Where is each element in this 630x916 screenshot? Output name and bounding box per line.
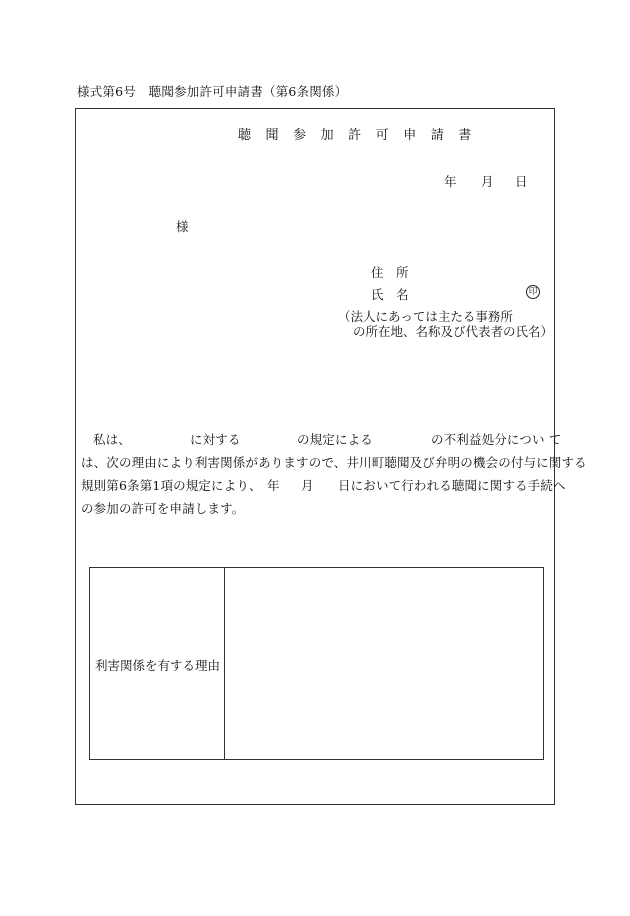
form-title: 聴 聞 参 加 許 可 申 請 書 [238, 128, 477, 143]
reason-table [89, 567, 544, 760]
body-line3-a: 規則第6条第1項の規定により、 [81, 478, 262, 493]
seal-mark: 印 [526, 285, 540, 299]
reason-table-divider [224, 568, 225, 759]
body-line1-b: に対する [190, 432, 241, 447]
name-label: 氏 名 [371, 287, 409, 302]
address-label: 住 所 [371, 265, 409, 280]
body-line3-c: 月 [301, 478, 314, 493]
reason-field[interactable] [228, 574, 537, 753]
date-day-label: 日 [515, 174, 528, 189]
date-year-label: 年 [444, 174, 457, 189]
body-line4: の参加の許可を申請します。 [81, 501, 245, 516]
body-line1-c: の規定による [297, 432, 373, 447]
body-line3-b: 年 [267, 478, 280, 493]
reason-label: 利害関係を有する理由 [95, 658, 221, 673]
applicant-note-line2: の所在地、名称及び代表者の氏名） [353, 324, 554, 339]
body-line3-d: 日において行われる聴聞に関する手続へ [338, 478, 566, 493]
body-line1-a: 私は、 [93, 432, 131, 447]
date-month-label: 月 [481, 174, 494, 189]
body-line2: は、次の理由により利害関係がありますので、井川町聴聞及び弁明の機会の付与に関する [81, 455, 587, 470]
applicant-note-line1: （法人にあっては主たる事務所 [338, 309, 513, 324]
form-header: 様式第6号 聴聞参加許可申請書（第6条関係） [77, 84, 348, 99]
addressee-honorific: 様 [176, 219, 189, 234]
body-line1-d: の不利益処分につい て [431, 432, 562, 447]
